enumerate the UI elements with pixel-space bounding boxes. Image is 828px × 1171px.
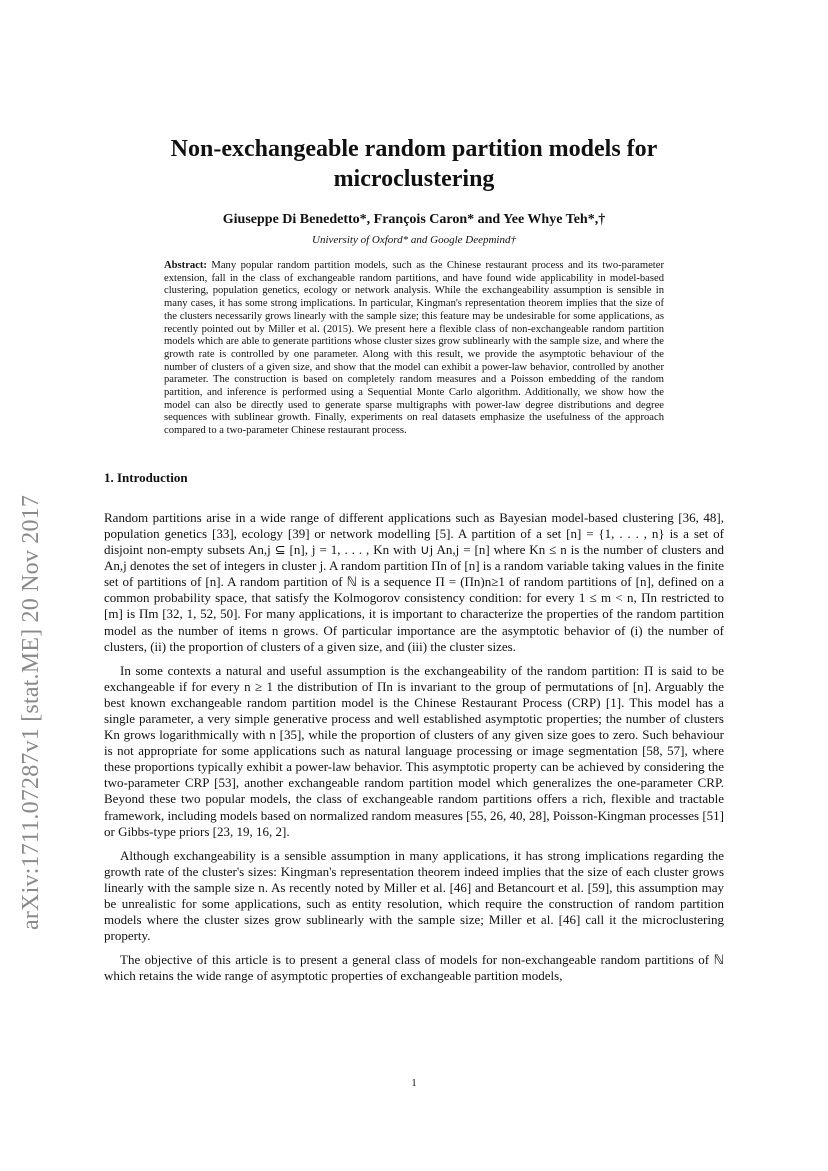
abstract-block [164, 260, 664, 438]
intro-paragraph-3: Although exchangeability is a sensible assumption in many applications, it has strong implications regarding the growth rate of the cluster's sizes: Kingman's representation theorem indeed implies that the size of each cluster grows linearly with the sample size n. As recently noted by Miller et al. [46] and Betancourt et al. [59], this assumption may be unrealistic for some applications, such as entity resolution, which require the construction of random partition models where the cluster sizes grow sublinearly with the sample size; Miller et al. [46] call it the microclustering property. [104, 847, 724, 944]
introduction-body [104, 510, 724, 985]
page-number: 1 [411, 1077, 417, 1089]
intro-paragraph-4: The objective of this article is to present a general class of models for non-exchangeable random partitions of ℕ which retains the wide range of asymptotic properties of exchangeable partition models, [104, 952, 724, 984]
arxiv-identifier-stamp: arXiv:1711.07287v1 [stat.ME] 20 Nov 2017 [18, 494, 44, 930]
section-heading-introduction: 1. Introduction [104, 469, 188, 485]
intro-paragraph-2: In some contexts a natural and useful assumption is the exchangeability of the random partition: Π is said to be exchangeable if for every n ≥ 1 the distribution of Πn is invariant to the group of permutations of [n]. Arguably the best known exchangeable random partition model is the Chinese Restaurant Process (CRP) [1]. This model has a single parameter, a very simple generative process and well established asymptotic properties; the number of clusters Kn grows logarithmically with n [35], while the proportion of clusters of any given size goes to zero. Such behaviour is not appropriate for some applications such as natural language processing or image segmentation [58, 57], where these proportions typically exhibit a power-law behavior. This asymptotic property can be achieved by considering the two-parameter CRP [53], another exchangeable random partition model which generalizes the one-parameter CRP. Beyond these two popular models, the class of exchangeable random partitions offers a rich, flexible and tractable framework, including models based on normalized random measures [55, 26, 40, 28], Poisson-Kingman processes [51] or Gibbs-type priors [23, 19, 16, 2]. [104, 662, 724, 839]
intro-paragraph-1: Random partitions arise in a wide range of different applications such as Bayesian model-based clustering [36, 48], population genetics [33], ecology [39] or network modelling [5]. A partition of a set [n] = {1, . . . , n} is a set of disjoint non-empty subsets An,j ⊆ [n], j = 1, . . . , Kn with ∪j An,j = [n] where Kn ≤ n is the number of clusters and An,j denotes the set of integers in cluster j. A random partition Πn of [n] is a random variable taking values in the finite set of partitions of [n]. A random partition of ℕ is a sequence Π = (Πn)n≥1 of random partitions of [n], defined on a common probability space, that satisfy the Kolmogorov consistency condition: for every 1 ≤ m < n, Πn restricted to [m] is Πm [32, 1, 52, 50]. For many applications, it is important to characterize the properties of the random partition model as the number of items n grows. Of particular importance are the asymptotic behavior of (i) the number of clusters, (ii) the proportion of clusters of a given size, and (iii) the cluster sizes. [104, 509, 724, 654]
paper-affiliation: University of Oxford* and Google Deepmind† [312, 234, 516, 246]
abstract-label: Abstract: [164, 260, 207, 271]
paper-page [104, 134, 724, 992]
paper-authors: Giuseppe Di Benedetto*, François Caron* and Yee Whye Teh*,† [222, 212, 606, 227]
abstract-text: Many popular random partition models, such as the Chinese restaurant process and its two-parameter extension, fall in the class of exchangeable random partitions, and have found wide applicability in model-based clustering, population genetics, ecology or network analysis. While the exchangeability assumption is sensible in many cases, it has some strong implications. In particular, Kingman's representation theorem implies that the size of the clusters necessarily grows linearly with the sample size; this feature may be undesirable for some applications, as recently pointed out by Miller et al. (2015). We present here a flexible class of non-exchangeable random partition models which are able to generate partitions whose cluster sizes grow sublinearly with the sample size, and where the growth rate is controlled by one parameter. Along with this result, we provide the asymptotic behaviour of the number of clusters of a given size, and show that the model can exhibit a power-law behavior, controlled by another parameter. The construction is based on completely random measures and a Poisson embedding of the random partition, and inference is performed using a Sequential Monte Carlo algorithm. Additionally, we show how the model can also be directly used to generate sparse multigraphs with power-law degree distributions and degree sequences with sublinear growth. Finally, experiments on real datasets emphasize the usefulness of the approach compared to a two-parameter Chinese restaurant process. [164, 260, 664, 437]
paper-title: Non-exchangeable random partition models for microclustering [170, 136, 658, 192]
